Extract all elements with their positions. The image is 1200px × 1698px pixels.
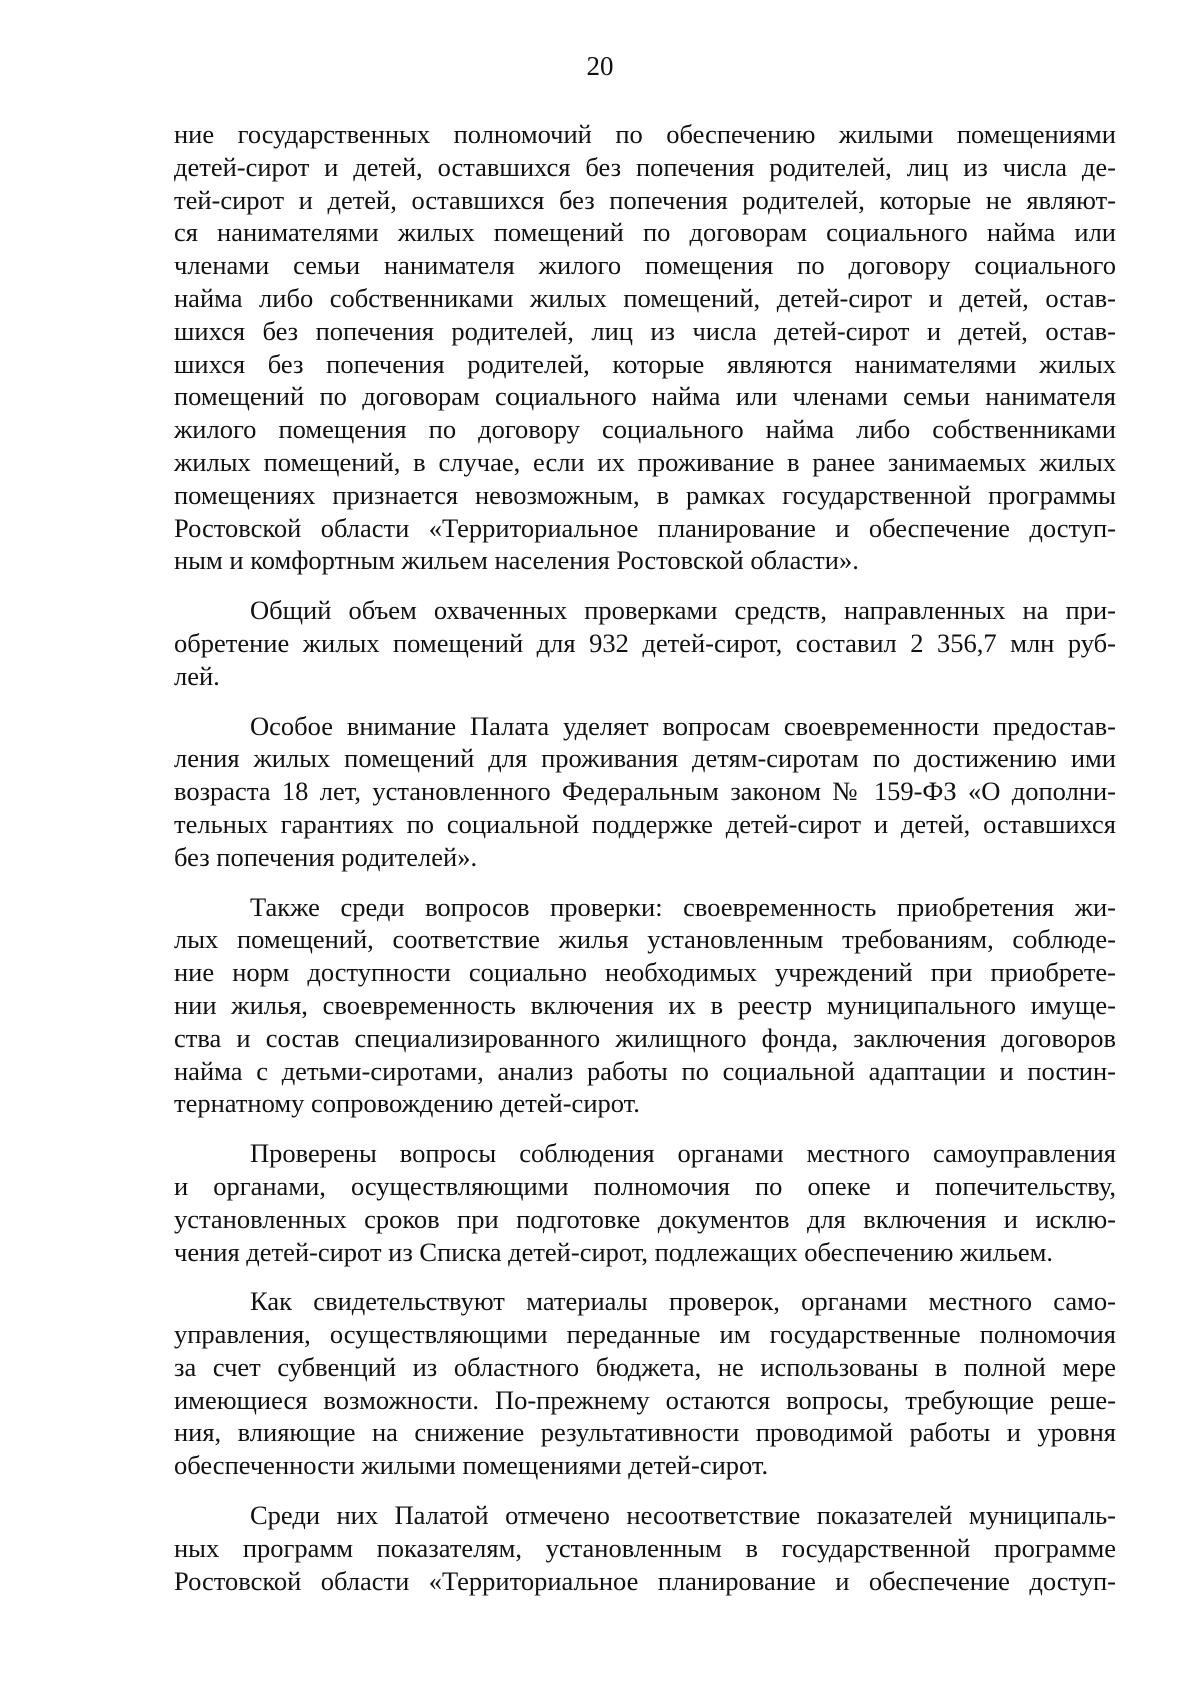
text-line: Общий объем охваченных проверками средств, направленных на при- [250,595,1116,626]
text-line: без попечения родителей». [174,841,478,872]
text-line: шихся без попечения родителей, лиц из числа детей-сирот и детей, остав- [174,315,1116,346]
paragraph [174,594,1116,692]
text-line: Особое внимание Палата уделяет вопросам своевременности предостав- [250,710,1116,741]
text-line: Также среди вопросов проверки: своевременность приобретения жи- [250,891,1116,922]
text-line: за счет субвенций из областного бюджета, не использованы в полной мере [174,1351,1116,1382]
text-line: тельных гарантиях по социальной поддержке детей-сирот и детей, оставшихся [174,808,1116,839]
text-line: и органами, осуществляющими полномочия по опеке и попечительству, [174,1170,1116,1201]
paragraph [174,1285,1116,1482]
text-line: лей. [174,660,220,691]
paragraph [174,1499,1116,1597]
text-line: нии жилья, своевременность включения их в реестр муниципального имуще- [174,989,1116,1020]
text-line: помещений по договорам социального найма или членами семьи нанимателя [174,381,1116,412]
text-line: тернатному сопровождению детей-сирот. [174,1088,640,1119]
text-line: тей-сирот и детей, оставшихся без попечения родителей, которые не являют- [174,184,1116,215]
text-line: детей-сирот и детей, оставшихся без попечения родителей, лиц из числа де- [174,151,1116,182]
text-line: лых помещений, соответствие жилья установленным требованиям, соблюде- [174,924,1116,955]
text-line: жилого помещения по договору социального найма либо собственниками [174,414,1116,445]
text-line: Как свидетельствуют материалы проверок, органами местного само- [250,1286,1116,1317]
text-line: управления, осуществляющими переданные им государственные полномочия [174,1319,1116,1350]
text-line: возраста 18 лет, установленного Федеральным законом № 159-ФЗ «О дополни- [174,776,1116,807]
text-line: Проверены вопросы соблюдения органами местного самоуправления [250,1138,1116,1169]
page-number: 20 [586,51,614,81]
paragraph [174,118,1116,577]
paragraph [174,1137,1116,1268]
text-line: ных программ показателям, установленным в государственной программе [174,1532,1116,1563]
text-line: Ростовской области «Территориальное планирование и обеспечение доступ- [174,512,1116,543]
text-line: ние государственных полномочий по обеспечению жилыми помещениями [174,119,1116,149]
text-line: найма либо собственниками жилых помещений, детей-сирот и детей, остав- [174,282,1116,313]
text-line: ным и комфортным жильем населения Ростовской области». [174,545,859,576]
paragraph [174,891,1116,1121]
text-line: шихся без попечения родителей, которые являются нанимателями жилых [174,348,1116,379]
text-line: помещениях признается невозможным, в рамках государственной программы [174,479,1116,510]
text-line: Ростовской области «Территориальное планирование и обеспечение доступ- [174,1565,1116,1596]
text-line: чения детей-сирот из Списка детей-сирот, подлежащих обеспечению жильем. [174,1236,1053,1267]
text-line: обретение жилых помещений для 932 детей-сирот, составил 2 356,7 млн руб- [174,627,1116,658]
text-line: имеющиеся возможности. По-прежнему остаются вопросы, требующие реше- [174,1384,1116,1415]
document-body [174,118,1116,1614]
text-line: Среди них Палатой отмечено несоответствие показателей муниципаль- [250,1500,1116,1531]
text-line: найма с детьми-сиротами, анализ работы по социальной адаптации и постин- [174,1055,1116,1086]
text-line: ния, влияющие на снижение результативности проводимой работы и уровня [174,1417,1116,1448]
text-line: жилых помещений, в случае, если их проживание в ранее занимаемых жилых [174,446,1116,477]
paragraph [174,710,1116,874]
text-line: ления жилых помещений для проживания детям-сиротам по достижению ими [174,743,1116,774]
text-line: членами семьи нанимателя жилого помещения по договору социального [174,250,1116,281]
text-line: установленных сроков при подготовке документов для включения и исклю- [174,1203,1116,1234]
text-line: обеспеченности жилыми помещениями детей-сирот. [174,1450,769,1481]
text-line: ства и состав специализированного жилищного фонда, заключения договоров [174,1022,1116,1053]
text-line: ся нанимателями жилых помещений по договорам социального найма или [174,217,1116,248]
text-line: ние норм доступности социально необходимых учреждений при приобрете- [174,957,1116,988]
